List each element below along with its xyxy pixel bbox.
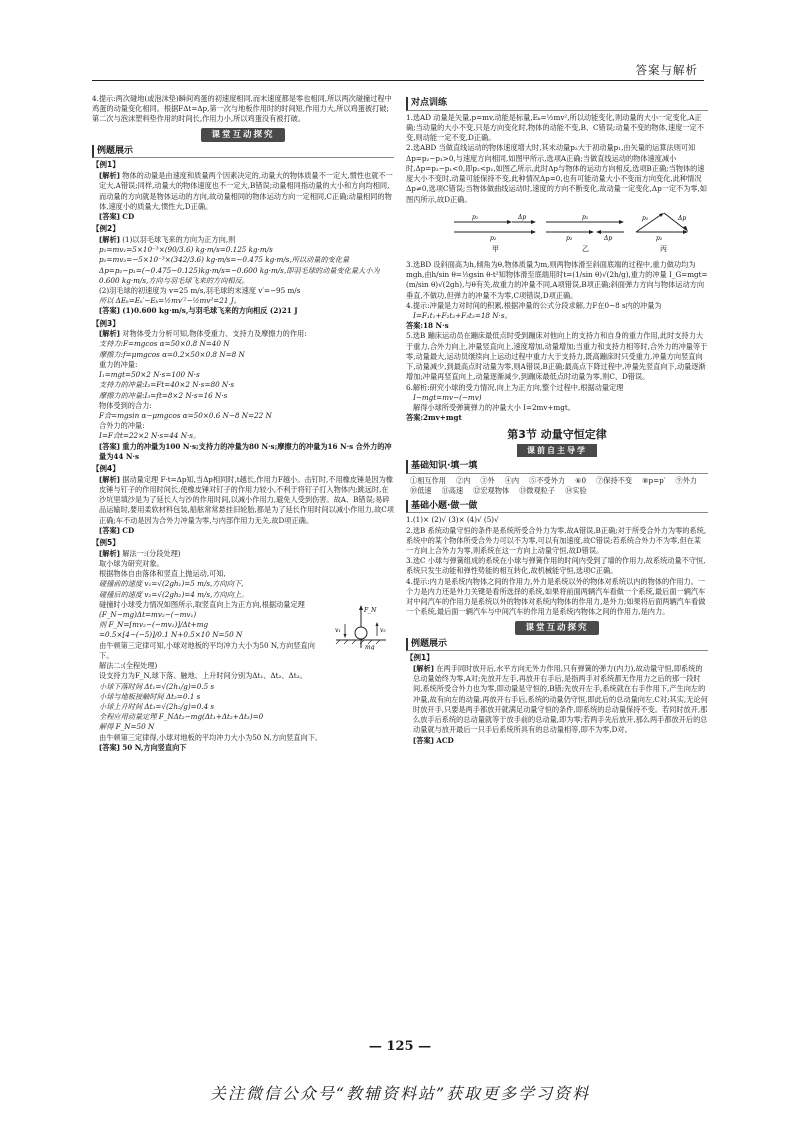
diagram-jia [454,214,536,253]
analysis-line: 小球下落时间 Δt₁=√(2h₁/g)=0.5 s [99,681,215,691]
small-question-answer: 4.提示:内力是系统内物体之间的作用力,外力是系统以外的物体对系统以内的物体的作用力。一个力是内力还是外力关键是看所选择的系统,如果将前面两辆汽车看做一个系统,最后面一辆汽车对中间汽车的作用力是系统以外的物体对系统内物体的作用力,是外力;如果将后面两辆汽车看做一个系统,最后面一辆汽车与中间汽车的作用力是系统内物体之间的作用力,是内力。 [406,576,706,617]
analysis-line: 设支持力为F_N,球下落、触地、上升时间分别为Δt₁、Δt₂、Δt₃。 [99,671,307,681]
caption-bing: 丙 [660,244,667,253]
analysis-line: 小球与地板接触时间 Δt₂=0.1 s [99,691,201,701]
example-3 [92,319,394,462]
answer-tag: [答案] [99,212,120,221]
section-subtitle-banner [406,444,708,457]
answer-tag: [答案] [413,735,434,745]
analysis-line: 小球上升时间 Δt₃=√(2h₂/g)=0.4 s [99,701,215,711]
banner-label: 课堂互动探究 [515,621,598,635]
fill-answer: ③外 [480,476,495,486]
p1-label: p₁ [582,213,589,221]
p1-label: p₁ [642,214,649,222]
analysis-line: 解得 F_N=50 N [99,722,155,732]
p1-arrowhead [659,213,664,217]
practice-item: 3.选BD 设斜面高为h,倾角为θ,物体质量为m,则两物体滑至斜面底端的过程中,重力做功均为mgh,由h/sin θ=½gsin θ·t²知物体滑至底端用时t=(1/sin θ)√(2h/g),重力的冲量 I_G=mgt=(m/sin θ)√(2gh),与θ有关,故重力的冲量不同,A项错误,B项正确;斜面弹力方向与物体运动方向垂直,不做功,但弹力的冲量不为零,C项错误,D项正确。 [406,259,708,300]
practice-item: 4.提示:冲量是力对时间的积累,根据冲量的公式分段求解,力F在0~8 s内的冲量为 [406,300,662,310]
analysis-text: 在两手同时放开后,水平方向无外力作用,只有弹簧的弹力(内力),故动量守恒,即系统的总动量始终为零,A对;先放开左手,再放开右手后,是指两手对系统都无作用力之后的那一段时间,系统所受合外力也为零,即动量是守恒的,B错;先放开左手,系统就在右手作用下,产生向左的冲量,故有向左的动量,再放开右手后,系统的动量仍守恒,即此后的总动量向左,C对;其实,无论何时放开手,只要是两手都放开就满足动量守恒的条件,即系统的总动量保持不变。若同时放开,那么放手后系统的总动量就等于放手前的总动量,即为零;若两手先后放开,那么两手都放开后的总动量就与放开最后一只手后系统所具有的总动量相等,即不为零,D对。 [413,664,708,735]
p1-label: p₁ [472,213,479,221]
fill-answer: ①相互作用 [410,476,446,486]
page-number: — 125 — [368,1039,432,1054]
normal-force-arrowhead [359,605,363,610]
analysis-line: 由牛顿第三定律可知,小球对地板的平均冲力大小为50 N,方向竖直向下。 [99,640,315,660]
diagram-yi [546,214,624,253]
example-1 [92,160,394,222]
fill-answer: ⑥0 [575,476,587,486]
ball [355,627,367,639]
example-5 [92,538,394,753]
examples-heading: 例题展示 [92,145,394,159]
v1-label: v₁ [335,626,341,634]
p2-arrowhead [589,230,594,234]
p2-label: p₂ [566,234,573,242]
analysis-text: 物体的动量是由速度和质量两个因素决定的,动量大的物体质量不一定大,惯性也就不一定大,A错误;同样,动量大的物体速度也不一定大,B错误;动量相同指动量的大小和方向均相同,而动量的方向就是物体运动的方向,故动量相同的物体运动方向一定相同,C正确;动量相同的物体,速度小的质量大,惯性大,D正确。 [99,171,393,211]
p1-arrowhead [507,220,512,224]
fill-answer: ⑬微观粒子 [519,486,556,496]
fill-answer: ⑦保持不变 [596,476,633,486]
section-banner [406,621,708,635]
fill-answer: ⑪高速 [441,486,464,496]
practice-item: I−mgt=mv−(−mv) [413,392,482,402]
caption-jia: 甲 [492,244,499,253]
answer-tag: [答案] [99,742,120,752]
v1-arrowhead [344,634,347,638]
analysis-line: 摩擦力:f=μmgcos α=0.2×50×0.8 N=8 N [99,349,245,359]
analysis-tag: [解析] [99,548,120,558]
p2-label: p₂ [656,234,663,242]
fill-answer: ④内 [504,476,520,486]
example-title: 【例2】 [92,224,120,234]
p1-arrowhead [619,220,624,224]
practice-item: 2.选ABD 当做直线运动的物体速度增大时,其末动量p₂大于初动量p₁,由矢量的运算法则可知Δp=p₂−p₁>0,与速度方向相同,如图甲所示,选项A正确;当做直线运动的物体速度减小时,Δp=p₂−p₁<0,即p₂<p₁,如图乙所示,此时Δp与物体的运动方向相反,选项B正确;当物体的速度大小不变时,动量可能保持不变,此种情况Δp=0,也有可能动量大小不变而方向变化,此种情况Δp≠0,选项C错误;当物体做曲线运动时,速度的方向不断变化,故动量一定变化,Δp一定不为零,如图丙所示,故D正确。 [406,143,708,204]
examples-heading: 例题展示 [406,638,708,652]
v2-label: v₂ [380,626,386,634]
section-subtitle: 课前自主导学 [517,444,597,457]
analysis-line: =0.5×[4−(−5)]/0.1 N+0.5×10 N=50 N [99,630,243,640]
analysis-line: 碰撞前的速度 v₁=√(2gh₁)=5 m/s,方向向下, [99,579,244,589]
fill-answer: ⑩低速 [410,486,432,496]
analysis-tag: [解析] [99,234,120,244]
p1-vector [636,214,662,232]
dp-label: Δp [678,214,687,222]
right-column [406,94,708,746]
practice-item: 6.解析:研究小球的受力情况,向上为正方向,整个过程中,根据动量定理 [406,382,624,392]
example-4 [92,464,394,536]
analysis-line: (1)以羽毛球飞来的方向为正方向,则 [122,234,236,244]
practice-item: 1.选AD 动量是矢量,p=mv,动能是标量,Eₖ=½mv²,所以动能变化,则动量的大小一定变化,A正确;当动量的大小不变,只是方向变化时,物体的动能不变,B、C错误;动量不变的物体,速度一定不变,则动能一定不变,D正确。 [406,112,704,143]
analysis-tag: [解析] [99,171,120,181]
small-questions-heading: 基础小题·做一做 [406,500,708,514]
fill-answer: ⑨外力 [675,476,697,486]
example-1 [406,653,708,745]
banner-label: 课堂互动探究 [201,128,284,142]
p2-label: p₂ [490,234,497,242]
diagram-bing [636,213,688,253]
dp-arrowhead [531,220,536,224]
analysis-line: 支持力的冲量:I₂=Ft=40×2 N·s=80 N·s [99,380,235,390]
answer-text: CD [122,525,135,535]
basic-knowledge-heading: 基础知识·填一填 [406,460,708,474]
fill-answer: ②内 [455,476,471,486]
answer-text: ACD [436,735,454,745]
small-question-answer: 1.(1)× (2)√ (3)× (4)√ (5)√ [406,515,499,525]
example-title: 【例1】 [406,653,434,663]
small-question-answer: 3.选C 小球与弹簧组成的系统在小球与弹簧作用的时间内受到了墙的作用力,故系统动量不守恒,系统只发生动能和弹性势能的相互转化,故机械能守恒,选项C正确。 [406,556,706,576]
practice-item: I=F₁t₁+F₂t₂+F₃t₃=18 N·s。 [413,311,512,321]
p2-arrowhead [531,230,536,234]
header-divider [92,80,704,81]
analysis-line: p₂=mv₂=−5×10⁻³×(342/3.6) kg·m/s=−0.475 kg·m/s,所以动量的变化量 Δp=p₂−p₁=(−0.475−0.125)kg·m/s=−0.600 kg·m/s,即羽毛球的动量变化量大小为0.600 kg·m/s,方向与羽毛球飞来的方向相反。 [99,255,380,285]
practice-item: 5.选B 蹦床运动员在蹦床最低点时受到蹦床对他向上的支持力和自身的重力作用,此时支持力大于重力,合外力向上,冲量竖直向上,速度增加,动量增加;当重力和支持力相等时,合外力的冲量等于零,动量最大,运动员继续向上运动过程中重力大于支持力,既高蹦床时只受重力,冲量方向竖直向下,动量减少,到最高点时动量为零,则A错误,B正确;最高点下降过程中,冲量先竖直向下,动量逐渐增加;冲量再竖直向上,动量逐渐减少,到蹦床最低点时动量为零,则C、D错误。 [406,331,708,382]
practice-item: 解得小球所受弹簧弹力的冲量大小 I=2mv+mgt。 [413,403,575,413]
footer-note: 关注微信公众号“教辅资料站”获取更多学习资料 [209,1084,591,1103]
analysis-line: p₁=mv₁=5×10⁻³×(90/3.6) kg·m/s=0.125 kg·m/s [99,245,273,255]
analysis-line: 支持力:F=mgcos α=50×0.8 N=40 N [99,339,230,349]
analysis-line: (2)羽毛球的初速度为 v=25 m/s,羽毛球的末速度 v′=−95 m/s [99,285,301,295]
analysis-line: 碰撞后的速度 v₂=√(2gh₂)=4 m/s,方向向上。 [99,589,249,599]
example-title: 【例4】 [92,464,120,474]
fill-answer: ⑤不受外力 [529,476,566,486]
answer-text: CD [122,212,135,221]
item-4-hint: 4.提示:两次碰地(或泡沫垫)瞬间鸡蛋的初速度相同,而末速度都是零也相同,所以两次碰撞过程中鸡蛋的动量变化相同。根据FΔt=Δp,第一次与地板作用时的时间短,作用力大,所以鸡蛋被打破;第二次与泡沫塑料垫作用的时间长,作用力小,所以鸡蛋没有被打破。 [92,94,392,124]
analysis-line: (F_N−mg)Δt=mv₂−(−mv₁) [99,610,197,619]
answer-tag: [答案] [99,525,120,535]
force-label: F_N [364,606,377,614]
analysis-line: 取小球为研究对象。 [99,558,164,568]
dp-arrowhead [596,230,601,234]
analysis-line: 解法二:(全程处理) [99,661,158,671]
analysis-line: 重力的冲量: [99,359,138,369]
practice-heading: 对点训练 [406,97,708,111]
page-header-title: 答案与解析 [635,63,698,77]
analysis-line: 根据物体自由落体和竖直上抛运动,可知, [99,569,226,579]
analysis-line: 物体受到的合力: [99,400,152,410]
mg-label: mg [365,643,375,650]
analysis-line: 则 F_N=[mv₂−(−mv₁)]/Δt+mg [99,620,209,630]
example-title: 【例1】 [92,160,120,170]
analysis-line: 所以 ΔEₖ=Eₖ′−Eₖ=½mv′²−½mv²=21 J。 [99,296,241,306]
left-column [92,94,394,753]
fill-answers [406,476,708,496]
analysis-line: 摩擦力的冲量:I₃=ft=8×2 N·s=16 N·s [99,390,228,400]
analysis-line: I=F合t=22×2 N·s=44 N·s。 [99,431,201,441]
practice-item: 答案:18 N·s [406,321,449,331]
analysis-line: I₁=mgt=50×2 N·s=100 N·s [99,370,200,380]
analysis-line: 全程应用动量定理 F_NΔt₂−mg(Δt₁+Δt₂+Δt₃)=0 [99,712,264,722]
analysis-tag: [解析] [99,329,120,339]
analysis-line: 合外力的冲量: [99,421,145,431]
practice-item: 答案:2mv+mgt [406,413,462,423]
analysis-tag: [解析] [99,474,120,484]
answer-text: (1)0.600 kg·m/s,与羽毛球飞来的方向相反 (2)21 J [122,306,298,316]
fill-answer: ⑧p=p′ [642,476,666,486]
answer-tag: [答案] [99,306,120,316]
analysis-line: 解法一:(分段处理) [122,548,181,558]
analysis-line: 由牛顿第三定律得,小球对地板的平均冲力大小为50 N,方向竖直向下。 [99,732,323,742]
fill-answer: ⑭实验 [565,486,587,496]
section-banner [92,128,394,142]
small-question-answer: 2.选B 系统动量守恒的条件是系统所受合外力为零,故A错误,B正确;对于所受合外力为零的系统,系统中的某个物体所受合外力可以不为零,可以有加速度,故C错误;若系统合外力不为零,但在某一方向上合外力为零,则系统在这一方向上动量守恒,故D错误。 [406,525,707,556]
example-title: 【例3】 [92,318,120,328]
answer-tag: [答案] [99,441,120,451]
section-title: 第3节 动量守恒定律 [507,428,607,442]
answer-text: 50 N,方向竖直向下 [122,742,187,752]
example-2 [92,224,394,316]
momentum-vector-diagrams [406,208,706,254]
analysis-tag: [解析] [413,664,434,674]
v2-arrowhead [376,622,379,626]
caption-yi: 乙 [582,244,589,253]
analysis-line: F合=mgsin α−μmgcos α=50×0.6 N−8 N=22 N [99,411,272,420]
example-title: 【例5】 [92,538,120,548]
analysis-text: 据动量定理 F·t=Δp知,当Δp相同时,t越长,作用力F越小。击钉时,不用橡皮锤是因为橡皮锤与钉子的作用时间长,使橡皮锤对钉子的作用力较小,不利于将钉子打入物体内;跳远时,在沙坑里填沙是为了延长人与沙的作用时间,以减小作用力,避免人受到伤害。故A、B错误;易碎品运输时,要用柔软材料包装,船舷常常悬挂旧轮胎,都是为了延长作用时间以减小作用力,故C项正确;车不动是因为合外力冲量为零,与内部作用力无关,故D项正确。 [99,474,394,525]
analysis-line: 对物体受力分析可知,物体受重力、支持力及摩擦力的作用: [122,329,307,339]
answer-text: 重力的冲量为100 N·s;支持力的冲量为80 N·s;摩擦力的冲量为16 N·s 合外力的冲量为44 N·s [99,441,392,461]
dp-label: Δp [518,213,527,221]
fill-answer: ⑫宏观物体 [473,486,510,496]
analysis-line: 碰撞时小球受力情况如图所示,取竖直向上为正方向,根据动量定理 [99,599,305,609]
ball-force-diagram [332,602,390,650]
dp-label: Δp [604,234,613,242]
